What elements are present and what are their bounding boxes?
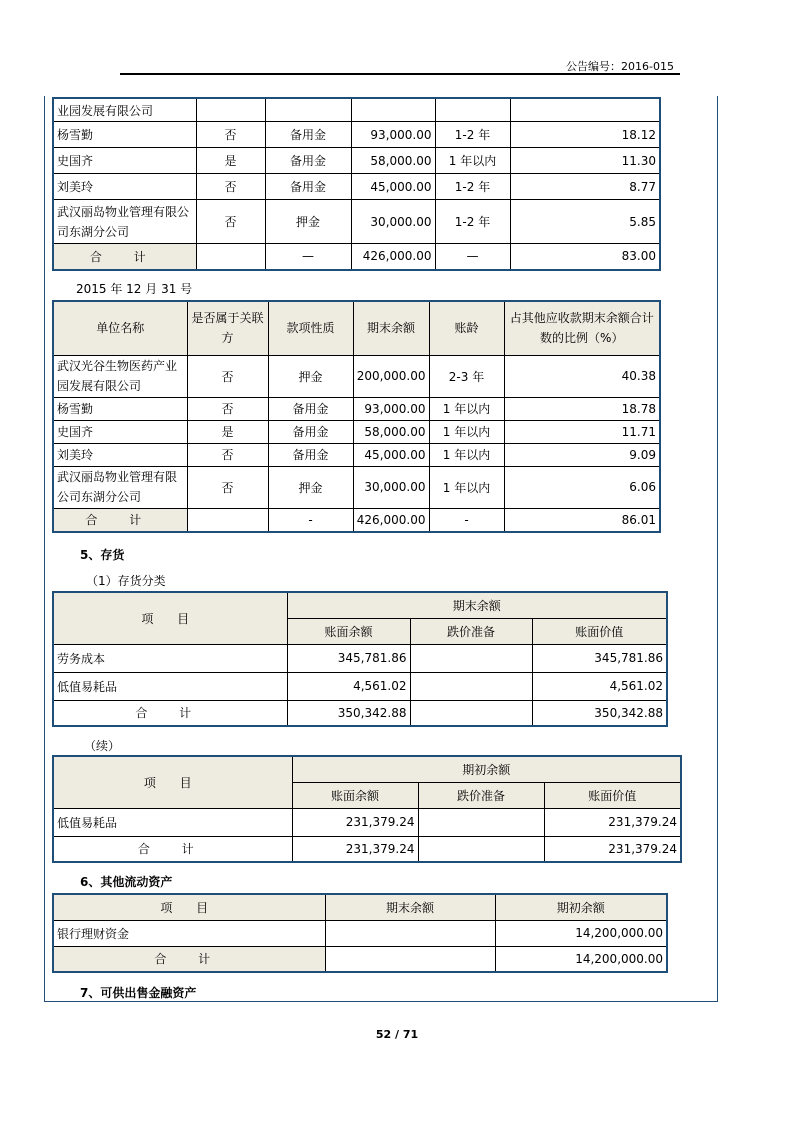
total-book: 231,379.24 xyxy=(292,836,418,862)
cell-book: 231,379.24 xyxy=(292,808,418,836)
cell-nature: 备用金 xyxy=(268,443,353,466)
col-header: 占其他应收款期末余额合计数的比例（%） xyxy=(504,301,660,355)
table-row xyxy=(53,397,660,420)
cell-prov xyxy=(410,672,532,700)
total-label: 合 计 xyxy=(53,508,187,532)
col-header: 项 目 xyxy=(53,894,325,920)
cell-nature: 押金 xyxy=(268,355,353,397)
group-header: 期末余额 xyxy=(287,592,667,618)
cell-amount: 93,000.00 xyxy=(351,122,435,148)
cell-prov xyxy=(410,644,532,672)
cell-nature: 备用金 xyxy=(268,420,353,443)
total-row xyxy=(53,836,681,862)
cell-nature: 备用金 xyxy=(268,397,353,420)
cell-name: 业园发展有限公司 xyxy=(53,98,196,122)
total-ratio: 86.01 xyxy=(504,508,660,532)
total-begin: 14,200,000.00 xyxy=(495,946,667,972)
cell-age: 1-2 年 xyxy=(435,200,510,244)
table-row xyxy=(53,644,667,672)
inventory-opening-table xyxy=(52,755,682,863)
cell-amount: 30,000.00 xyxy=(353,466,429,508)
group-header: 期初余额 xyxy=(292,756,681,782)
table-row xyxy=(53,808,681,836)
total-age: - xyxy=(429,508,504,532)
cell-rel: 否 xyxy=(196,200,265,244)
cell-rel: 否 xyxy=(187,355,268,397)
cell-rel: 否 xyxy=(187,397,268,420)
col-header: 账龄 xyxy=(429,301,504,355)
col-header: 账面余额 xyxy=(292,782,418,808)
total-label: 合 计 xyxy=(53,946,325,972)
total-age: — xyxy=(435,244,510,270)
cell-net: 4,561.02 xyxy=(532,672,667,700)
cell-rel: 是 xyxy=(187,420,268,443)
cell-ratio: 11.30 xyxy=(510,148,660,174)
total-prov xyxy=(418,836,544,862)
total-row xyxy=(53,700,667,726)
cell-nature: 备用金 xyxy=(265,174,351,200)
total-label: 合 计 xyxy=(53,836,292,862)
cell-net: 345,781.86 xyxy=(532,644,667,672)
cell-begin: 14,200,000.00 xyxy=(495,920,667,946)
col-header: 跌价准备 xyxy=(418,782,544,808)
col-header: 单位名称 xyxy=(53,301,187,355)
cell-name: 杨雪勤 xyxy=(53,397,187,420)
cell-age: 1-2 年 xyxy=(435,174,510,200)
cell-age: 1 年以内 xyxy=(429,443,504,466)
col-header: 款项性质 xyxy=(268,301,353,355)
total-prov xyxy=(410,700,532,726)
col-header: 账面价值 xyxy=(544,782,681,808)
table-row xyxy=(53,443,660,466)
receivables-table-2015 xyxy=(52,300,661,533)
cell-book: 4,561.02 xyxy=(287,672,410,700)
cell-name: 低值易耗品 xyxy=(53,808,292,836)
page-number: 52 / 71 xyxy=(375,1028,419,1041)
cell-name: 劳务成本 xyxy=(53,644,287,672)
cell-amount: 200,000.00 xyxy=(353,355,429,397)
cell-amount: 58,000.00 xyxy=(351,148,435,174)
col-header: 是否属于关联方 xyxy=(187,301,268,355)
table-row xyxy=(53,174,660,200)
col-header: 账面余额 xyxy=(287,618,410,644)
cell-end xyxy=(325,920,495,946)
other-current-assets-table xyxy=(52,893,668,973)
cell-ratio: 40.38 xyxy=(504,355,660,397)
cell-age: 1 年以内 xyxy=(429,420,504,443)
cell-net: 231,379.24 xyxy=(544,808,681,836)
cell-amount: 58,000.00 xyxy=(353,420,429,443)
receivables-table-2016 xyxy=(52,97,661,271)
continued-label: （续） xyxy=(84,739,121,753)
cell-nature: 备用金 xyxy=(265,122,351,148)
table-row xyxy=(53,148,660,174)
total-label: 合 计 xyxy=(53,244,196,270)
cell-nature: 备用金 xyxy=(265,148,351,174)
item-header: 项 目 xyxy=(53,592,287,644)
header-row xyxy=(53,301,660,355)
header-row xyxy=(53,756,681,782)
cell-age: 1 年以内 xyxy=(429,397,504,420)
header-rule xyxy=(120,73,680,75)
cell-age: 1 年以内 xyxy=(429,466,504,508)
total-end xyxy=(325,946,495,972)
cell-age: 2-3 年 xyxy=(429,355,504,397)
total-row xyxy=(53,946,667,972)
cell-book: 345,781.86 xyxy=(287,644,410,672)
total-amount: 426,000.00 xyxy=(353,508,429,532)
cell-rel: 否 xyxy=(187,443,268,466)
cell-name: 武汉丽岛物业管理有限公司东湖分公司 xyxy=(53,200,196,244)
cell-amount: 30,000.00 xyxy=(351,200,435,244)
col-header: 期末余额 xyxy=(325,894,495,920)
cell-ratio: 11.71 xyxy=(504,420,660,443)
section-5-subtitle: （1）存货分类 xyxy=(86,574,166,588)
table-row xyxy=(53,466,660,508)
table-row xyxy=(53,355,660,397)
table-row xyxy=(53,98,660,122)
inventory-table xyxy=(52,591,668,727)
cell-ratio: 8.77 xyxy=(510,174,660,200)
cell-rel: 是 xyxy=(196,148,265,174)
cell-nature: 押金 xyxy=(265,200,351,244)
col-header: 账面价值 xyxy=(532,618,667,644)
table-row xyxy=(53,672,667,700)
cell-ratio: 9.09 xyxy=(504,443,660,466)
table-row xyxy=(53,122,660,148)
header-row xyxy=(53,592,667,618)
total-amount: 426,000.00 xyxy=(351,244,435,270)
cell-name: 银行理财资金 xyxy=(53,920,325,946)
total-nature: - xyxy=(268,508,353,532)
section-6-title: 6、其他流动资产 xyxy=(80,875,173,889)
total-row xyxy=(53,508,660,532)
cell-ratio: 18.12 xyxy=(510,122,660,148)
section-5-title: 5、存货 xyxy=(80,548,125,562)
cell-name: 史国齐 xyxy=(53,420,187,443)
total-label: 合 计 xyxy=(53,700,287,726)
cell-name: 低值易耗品 xyxy=(53,672,287,700)
cell-name: 刘美玲 xyxy=(53,443,187,466)
table-row xyxy=(53,920,667,946)
cell-rel: 否 xyxy=(187,466,268,508)
cell-name: 武汉丽岛物业管理有限公司东湖分公司 xyxy=(53,466,187,508)
cell-name: 杨雪勤 xyxy=(53,122,196,148)
total-book: 350,342.88 xyxy=(287,700,410,726)
header-row xyxy=(53,894,667,920)
col-header: 期末余额 xyxy=(353,301,429,355)
cell-ratio: 5.85 xyxy=(510,200,660,244)
cell-rel: 否 xyxy=(196,122,265,148)
cell-name: 武汉光谷生物医药产业园发展有限公司 xyxy=(53,355,187,397)
cell-amount: 93,000.00 xyxy=(353,397,429,420)
header-code: 公告编号：2016-015 xyxy=(566,60,674,73)
item-header: 项 目 xyxy=(53,756,292,808)
cell-age: 1 年以内 xyxy=(435,148,510,174)
cell-nature: 押金 xyxy=(268,466,353,508)
total-row xyxy=(53,244,660,270)
table-row xyxy=(53,200,660,244)
cell-age: 1-2 年 xyxy=(435,122,510,148)
total-net: 231,379.24 xyxy=(544,836,681,862)
col-header: 期初余额 xyxy=(495,894,667,920)
col-header: 跌价准备 xyxy=(410,618,532,644)
total-net: 350,342.88 xyxy=(532,700,667,726)
total-ratio: 83.00 xyxy=(510,244,660,270)
cell-prov xyxy=(418,808,544,836)
table-row xyxy=(53,420,660,443)
cell-ratio: 6.06 xyxy=(504,466,660,508)
section-7-title: 7、可供出售金融资产 xyxy=(80,986,197,1000)
cell-name: 史国齐 xyxy=(53,148,196,174)
cell-amount: 45,000.00 xyxy=(351,174,435,200)
cell-rel: 否 xyxy=(196,174,265,200)
cell-amount: 45,000.00 xyxy=(353,443,429,466)
date-2015-label: 2015 年 12 月 31 号 xyxy=(76,282,193,296)
total-nature: — xyxy=(265,244,351,270)
cell-ratio: 18.78 xyxy=(504,397,660,420)
cell-name: 刘美玲 xyxy=(53,174,196,200)
